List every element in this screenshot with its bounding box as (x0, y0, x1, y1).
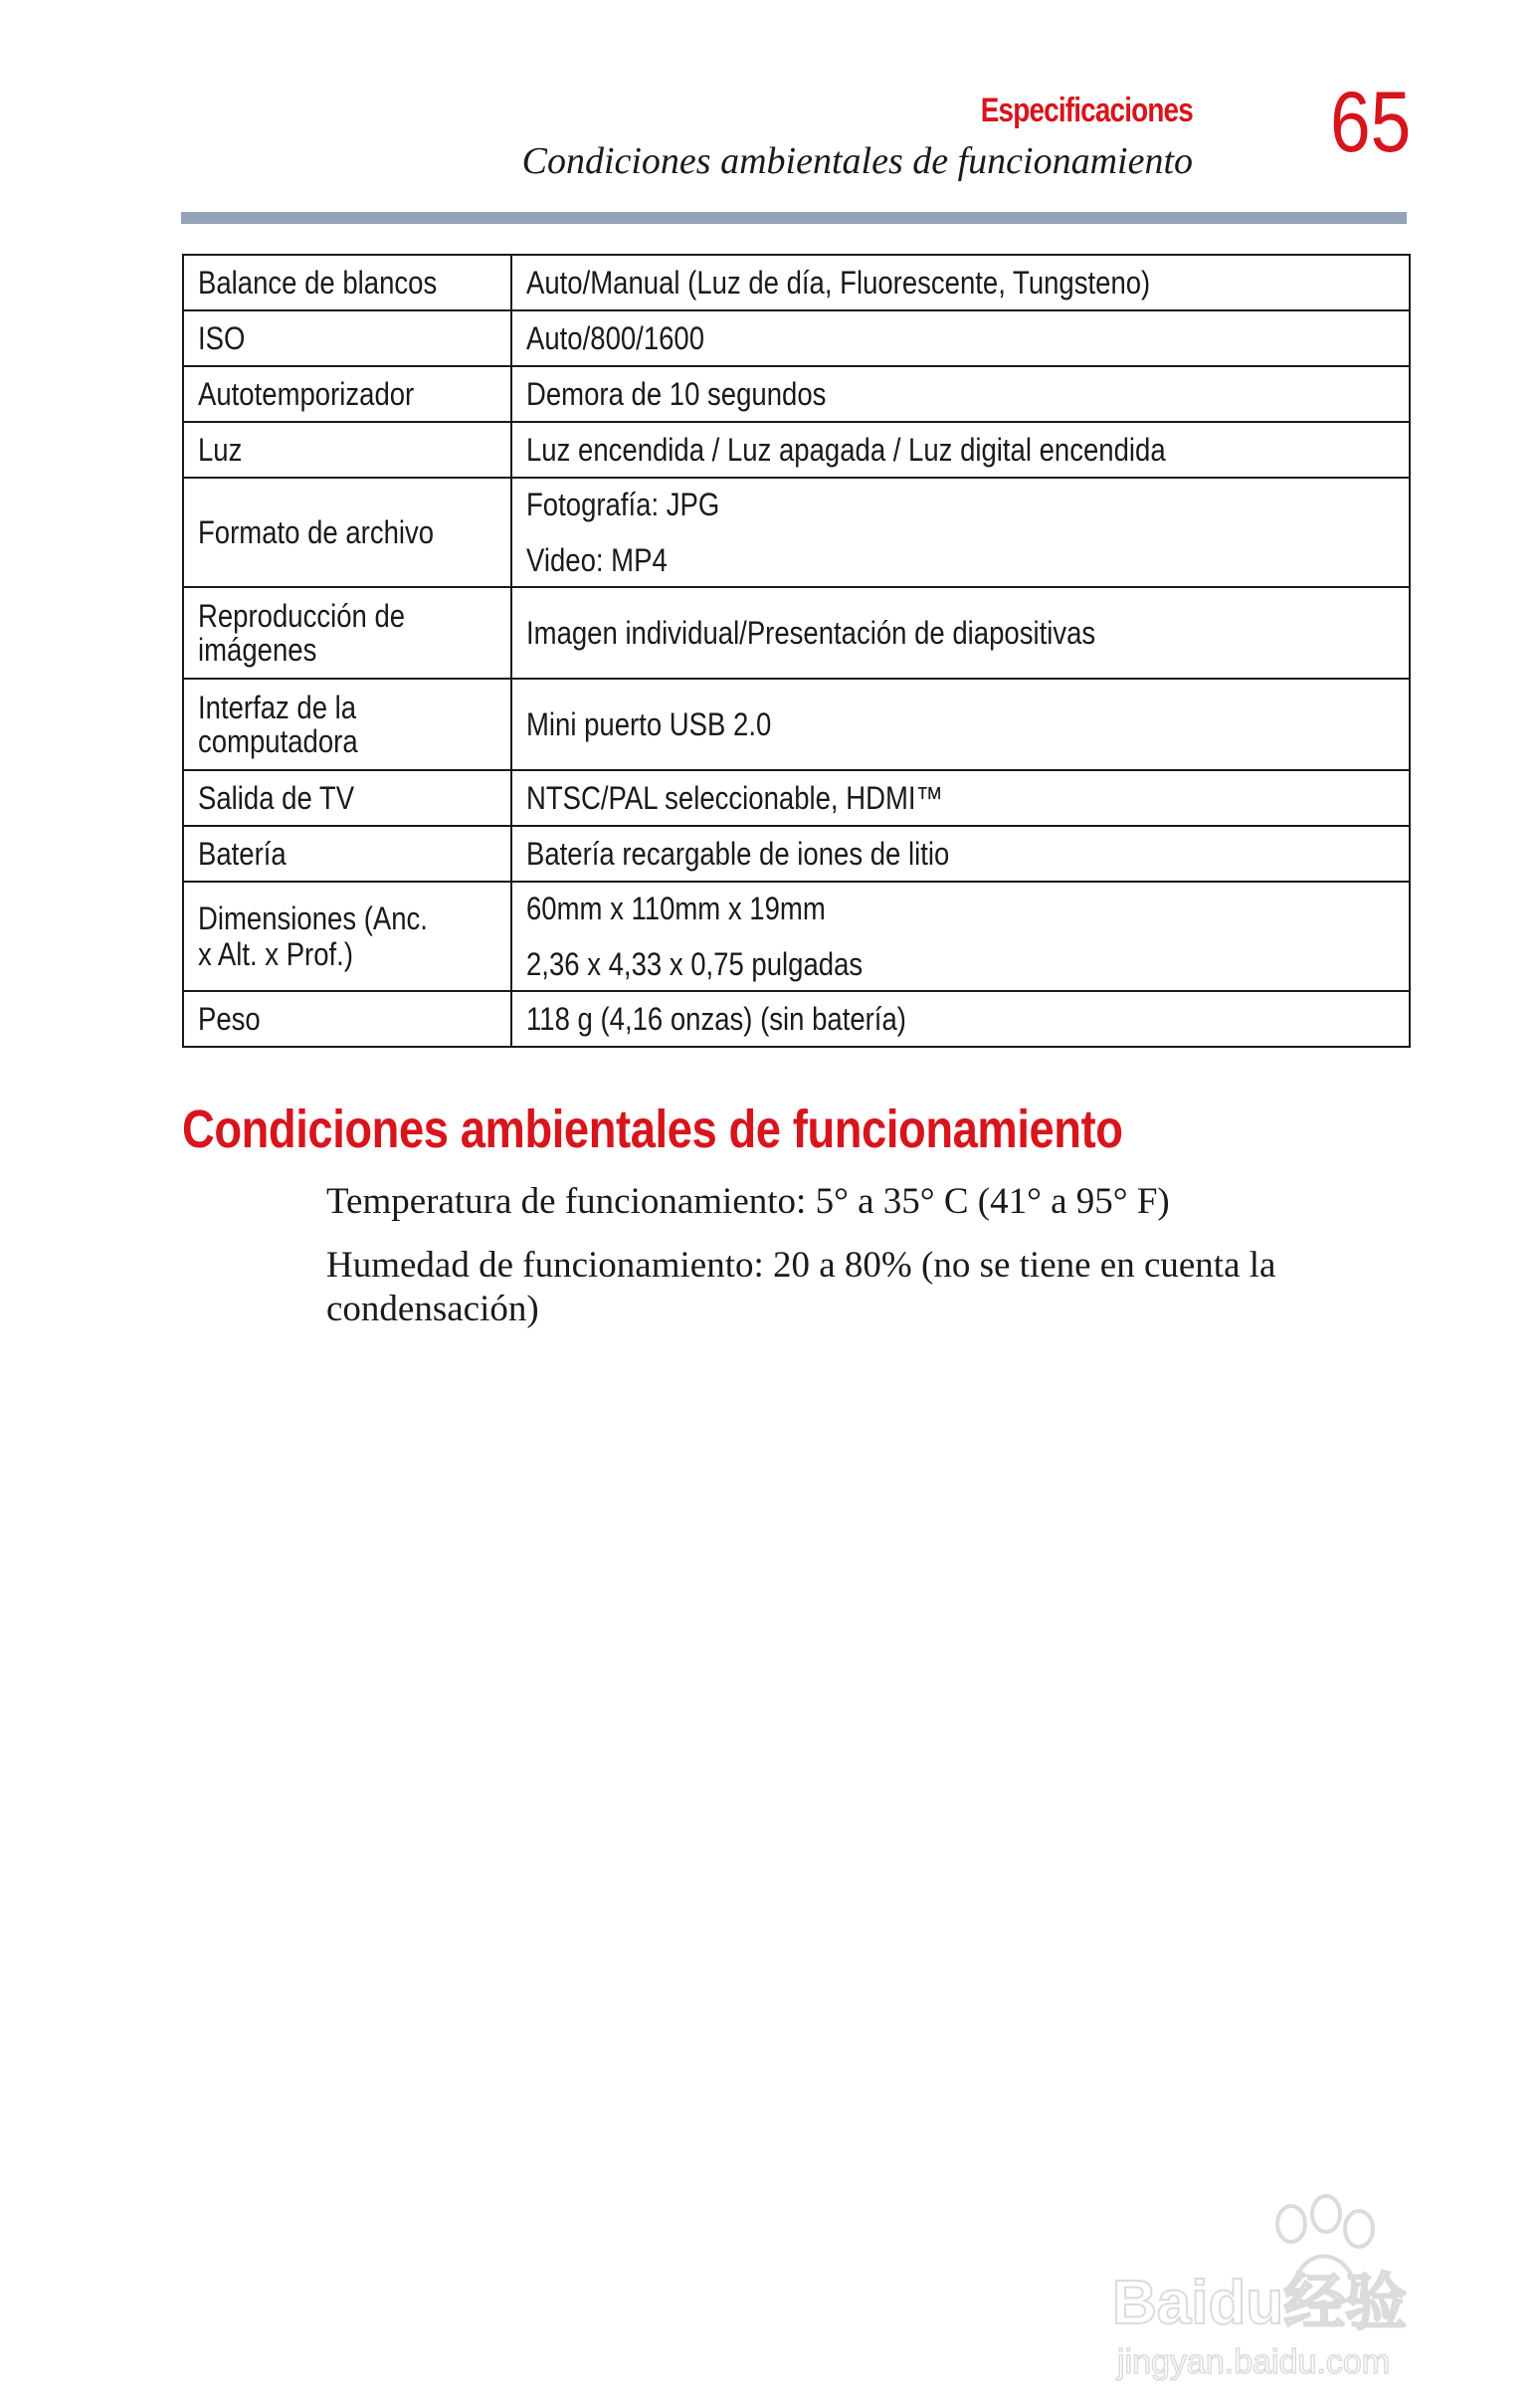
watermark-brand: Baidu经验 (1112, 2269, 1408, 2337)
row-label: Salida de TV (198, 780, 355, 816)
page-number: 65 (1330, 75, 1412, 170)
row-value: 60mm x 110mm x 19mm (526, 891, 826, 926)
row-label: Peso (198, 1001, 261, 1037)
table-row (183, 310, 1410, 366)
row-value: Imagen individual/Presentación de diapositivas (526, 615, 1096, 651)
row-label: Autotemporizador (198, 376, 415, 412)
paragraph-temperature: Temperatura de funcionamiento: 5° a 35° C (41° a 95° F) (326, 1181, 1170, 1222)
paragraph-humidity: Humedad de funcionamiento: 20 a 80% (no se tiene en cuenta la condensación) (326, 1245, 1276, 1329)
row-value: 2,36 x 4,33 x 0,75 pulgadas (526, 946, 864, 982)
baidu-watermark-logo (1102, 2184, 1460, 2383)
row-value: Fotografía: JPG (526, 487, 720, 522)
table-row (183, 366, 1410, 422)
table-row (183, 422, 1410, 478)
table-row (183, 255, 1410, 310)
table-row (183, 826, 1410, 882)
row-value: 118 g (4,16 onzas) (sin batería) (526, 1001, 906, 1037)
row-value: Mini puerto USB 2.0 (526, 706, 772, 742)
table-row (183, 882, 1410, 991)
row-label: Reproducción de imágenes (198, 598, 406, 668)
row-label: Formato de archivo (198, 514, 435, 550)
row-value: Auto/Manual (Luz de día, Fluorescente, Tungsteno) (526, 265, 1151, 300)
table-row (183, 991, 1410, 1047)
table-row (183, 478, 1410, 587)
header-section-title: Especificaciones (980, 92, 1193, 129)
row-value: Batería recargable de iones de litio (526, 836, 950, 872)
row-label: Balance de blancos (198, 265, 438, 300)
header-subtitle: Condiciones ambientales de funcionamiento (521, 140, 1193, 182)
table-row (183, 587, 1410, 679)
row-label: ISO (198, 320, 246, 356)
row-label: Dimensiones (Anc. x Alt. x Prof.) (198, 900, 428, 972)
row-label: Interfaz de la computadora (198, 690, 358, 759)
row-label: Batería (198, 836, 287, 872)
section-heading: Condiciones ambientales de funcionamiento (182, 1100, 1123, 1159)
specs-table (182, 254, 1411, 1048)
row-value: Video: MP4 (526, 542, 668, 578)
table-row (183, 679, 1410, 770)
row-value: NTSC/PAL seleccionable, HDMI™ (526, 780, 944, 816)
row-value: Demora de 10 segundos (526, 376, 827, 412)
row-value: Luz encendida / Luz apagada / Luz digital encendida (526, 432, 1166, 468)
row-value: Auto/800/1600 (526, 320, 705, 356)
header-rule (181, 212, 1407, 224)
row-label: Luz (198, 432, 243, 468)
table-row (183, 770, 1410, 826)
watermark-url: jingyan.baidu.com (1117, 2343, 1391, 2381)
